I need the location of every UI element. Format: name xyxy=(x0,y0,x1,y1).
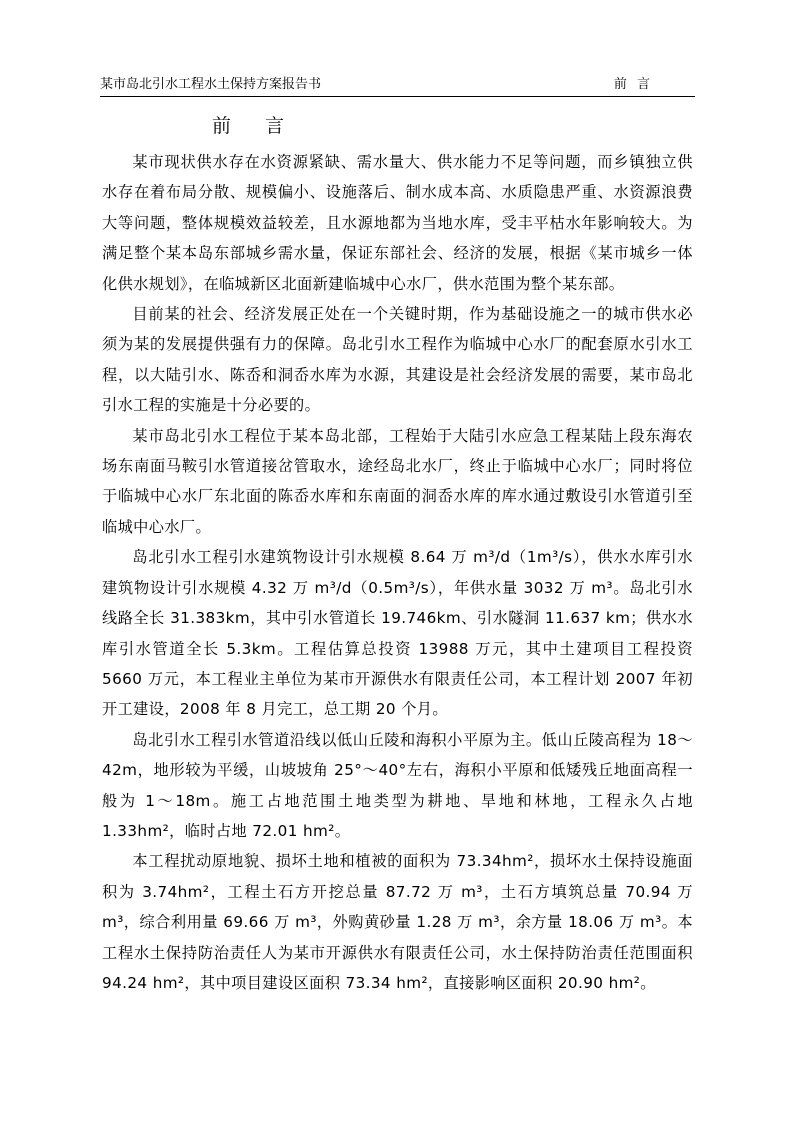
paragraph-4: 岛北引水工程引水建筑物设计引水规模 8.64 万 m³/d（1m³/s），供水水库引水建筑物设计引水规模 4.32 万 m³/d（0.5m³/s），年供水量 3032 万 m³。岛北引水线路全长 31.383km，其中引水管道长 19.746km、引水隧洞 11.637 km；供水水库引水管道全长 5.3km。工程估算总投资 13988 万元，其中土建项目工程投资 5660 万元，本工程业主单位为某市开源供水有限责任公司，本工程计划 2007 年初开工建设，2008 年 8 月完工，总工期 20 个月。 xyxy=(102,548,693,719)
paragraph-3: 某市岛北引水工程位于某本岛北部，工程始于大陆引水应急工程某陆上段东海农场东南面马鞍引水管道接岔管取水，途经岛北水厂，终止于临城中心水厂；同时将位于临城中心水厂东北面的陈岙水库和东南面的洞岙水库的库水通过敷设引水管道引至临城中心水厂。 xyxy=(102,426,693,536)
header-section-title: 前 言 xyxy=(613,77,653,92)
header-document-title: 某市岛北引水工程水土保持方案报告书 xyxy=(100,77,322,92)
paragraph-6: 本工程扰动原地貌、损坏土地和植被的面积为 73.34hm²，损坏水土保持设施面积为 3.74hm²，工程土石方开挖总量 87.72 万 m³，土石方填筑总量 70.94 万 m³，综合利用量 69.66 万 m³，外购黄砂量 1.28 万 m³，余方量 18.06 万 m³。本工程水土保持防治责任人为某市开源供水有限责任公司，水土保持防治责任范围面积 94.24 hm²，其中项目建设区面积 73.34 hm²，直接影响区面积 20.90 hm²。 xyxy=(102,852,693,992)
page-header xyxy=(100,74,695,97)
paragraph-2: 目前某的社会、经济发展正处在一个关键时期，作为基础设施之一的城市供水必须为某的发展提供强有力的保障。岛北引水工程作为临城中心水厂的配套原水引水工程，以大陆引水、陈岙和洞岙水库为水源，其建设是社会经济发展的需要，某市岛北引水工程的实施是十分必要的。 xyxy=(102,305,693,415)
paragraph-1: 某市现状供水存在水资源紧缺、需水量大、供水能力不足等问题，而乡镇独立供水存在着布局分散、规模偏小、设施落后、制水成本高、水质隐患严重、水资源浪费大等问题，整体规模效益较差，且水源地都为当地水库，受丰平枯水年影响较大。为满足整个某本岛东部城乡需水量，保证东部社会、经济的发展，根据《某市城乡一体化供水规划》，在临城新区北面新建临城中心水厂，供水范围为整个某东部。 xyxy=(102,153,693,293)
paragraph-5: 岛北引水工程引水管道沿线以低山丘陵和海积小平原为主。低山丘陵高程为 18～42m，地形较为平缓，山坡坡角 25°～40°左右，海积小平原和低矮残丘地面高程一般为 1～18m。施工占地范围土地类型为耕地、旱地和林地，工程永久占地 1.33hm²，临时占地 72.01 hm²。 xyxy=(102,730,693,840)
body-text xyxy=(102,147,693,998)
section-title: 前 言 xyxy=(212,115,299,137)
